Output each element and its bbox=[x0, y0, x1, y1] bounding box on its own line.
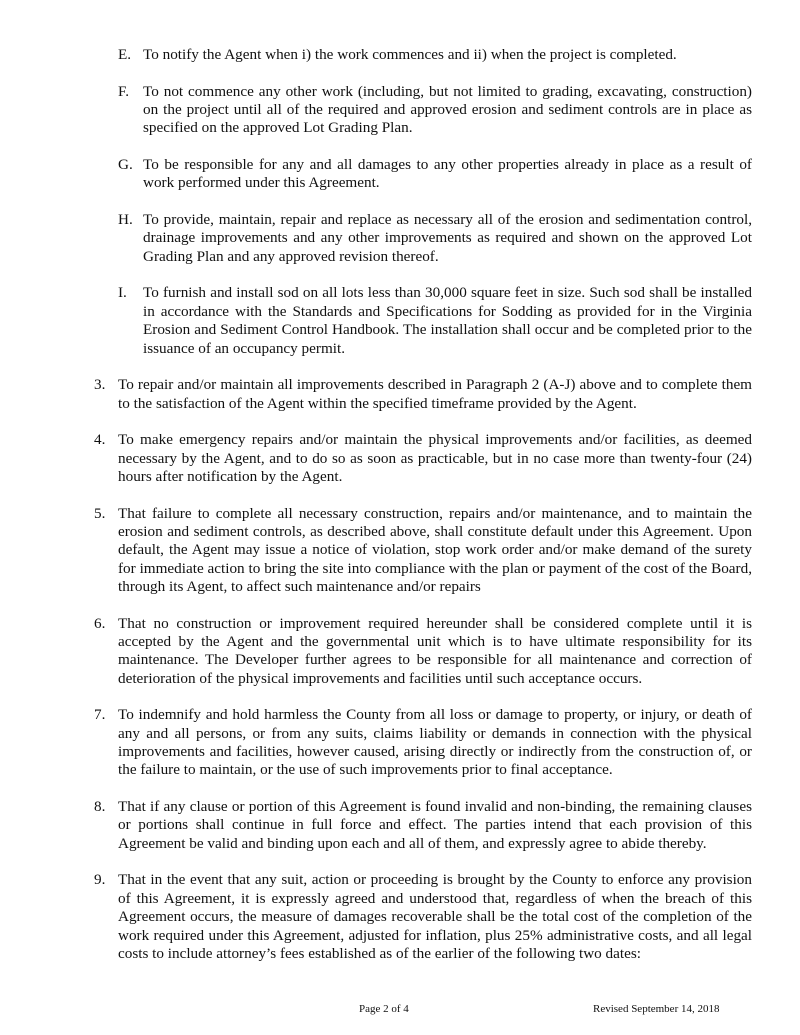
clause-marker: 8. bbox=[94, 798, 106, 816]
clause-text: That no construction or improvement required hereunder shall be considered complete until it is accepted by the Agent and the governmental unit which is to have ultimate responsibility for its maintenance. The Developer further agrees to be responsible for all maintenance and correction of deterioration of the physical improvements and facilities until such acceptance occurs. bbox=[118, 614, 752, 687]
clause-marker: 7. bbox=[94, 706, 106, 724]
clause-g bbox=[0, 156, 752, 193]
agreement-clauses bbox=[0, 46, 800, 982]
clause-marker: 3. bbox=[94, 376, 106, 394]
clause-marker: 6. bbox=[94, 614, 106, 632]
clause-marker: 5. bbox=[94, 504, 106, 522]
clause-marker: G. bbox=[118, 156, 133, 174]
clause-3 bbox=[0, 376, 752, 413]
clause-8 bbox=[0, 798, 752, 853]
clause-f bbox=[0, 83, 752, 138]
clause-text: To provide, maintain, repair and replace as necessary all of the erosion and sedimentation control, drainage improvements and any other improvements as required and shown on the approved Lot Grading Plan and any approved revision thereof. bbox=[143, 211, 752, 265]
clause-text: To make emergency repairs and/or maintain the physical improvements and/or facilities, as deemed necessary by the Agent, and to do so as soon as practicable, but in no case more than twenty-four (24) hours after notification by the Agent. bbox=[118, 431, 752, 485]
clause-text: To be responsible for any and all damages to any other properties already in place as a result of work performed under this Agreement. bbox=[143, 156, 752, 192]
clause-marker: 9. bbox=[94, 871, 106, 889]
clause-text: To furnish and install sod on all lots less than 30,000 square feet in size. Such sod shall be installed in accordance with the Standards and Specifications for Sodding as provided for in the Virginia Erosion and Sediment Control Handbook. The installation shall occur and be completed prior to the issuance of an occupancy permit. bbox=[143, 284, 752, 357]
clause-h bbox=[0, 211, 752, 266]
clause-9 bbox=[0, 871, 752, 963]
clause-text: To repair and/or maintain all improvements described in Paragraph 2 (A-J) above and to complete them to the satisfaction of the Agent within the specified timeframe provided by the Agent. bbox=[118, 376, 752, 412]
clause-marker: F. bbox=[118, 82, 130, 100]
clause-text: To not commence any other work (including, but not limited to grading, excavating, construction) on the project until all of the required and approved erosion and sediment controls are in place as specified on the approved Lot Grading Plan. bbox=[143, 82, 752, 137]
clause-text: To indemnify and hold harmless the County from all loss or damage to property, or injury, or death of any and all persons, or from any suits, claims liability or demands in connection with the physical improvements and facilities, however caused, arising directly or indirectly from the construction of, or the failure to maintain, or the use of such improvements prior to final acceptance. bbox=[118, 706, 752, 779]
clause-text: To notify the Agent when i) the work commences and ii) when the project is completed. bbox=[143, 46, 677, 63]
clause-5 bbox=[0, 505, 752, 597]
clause-text: That failure to complete all necessary construction, repairs and/or maintenance, and to maintain the erosion and sediment controls, as described above, shall constitute default under this Agreement. Upon default, the Agent may issue a notice of violation, stop work order and/or make demand of the surety for immediate action to bring the site into compliance with the plan or payment of the cost of the Board, through its Agent, to affect such maintenance and/or repairs bbox=[118, 504, 752, 595]
clause-marker: H. bbox=[118, 211, 133, 229]
clause-i bbox=[0, 284, 752, 357]
clause-e bbox=[0, 46, 752, 64]
clause-7 bbox=[0, 706, 752, 779]
clause-4 bbox=[0, 431, 752, 486]
clause-text: That in the event that any suit, action or proceeding is brought by the County to enforce any provision of this Agreement, it is expressly agreed and understood that, regardless of when the breach of this Agreement occurs, the measure of damages recoverable shall be the total cost of the completion of the work required under this Agreement, adjusted for inflation, plus 25% administrative costs, and all legal costs to include attorney’s fees established as of the earlier of the following two dates: bbox=[118, 871, 752, 962]
page-number: Page 2 of 4 bbox=[359, 1003, 409, 1015]
clause-marker: E. bbox=[118, 46, 132, 63]
clause-text: That if any clause or portion of this Agreement is found invalid and non-binding, the remaining clauses or portions shall continue in full force and effect. The parties intend that each provision of this Agreement be valid and binding upon each and all of them, and expressly agree to abide thereby. bbox=[118, 798, 752, 852]
clause-6 bbox=[0, 615, 752, 688]
clause-marker: I. bbox=[118, 284, 127, 302]
clause-marker: 4. bbox=[94, 431, 106, 449]
revision-date: Revised September 14, 2018 bbox=[593, 1003, 720, 1015]
